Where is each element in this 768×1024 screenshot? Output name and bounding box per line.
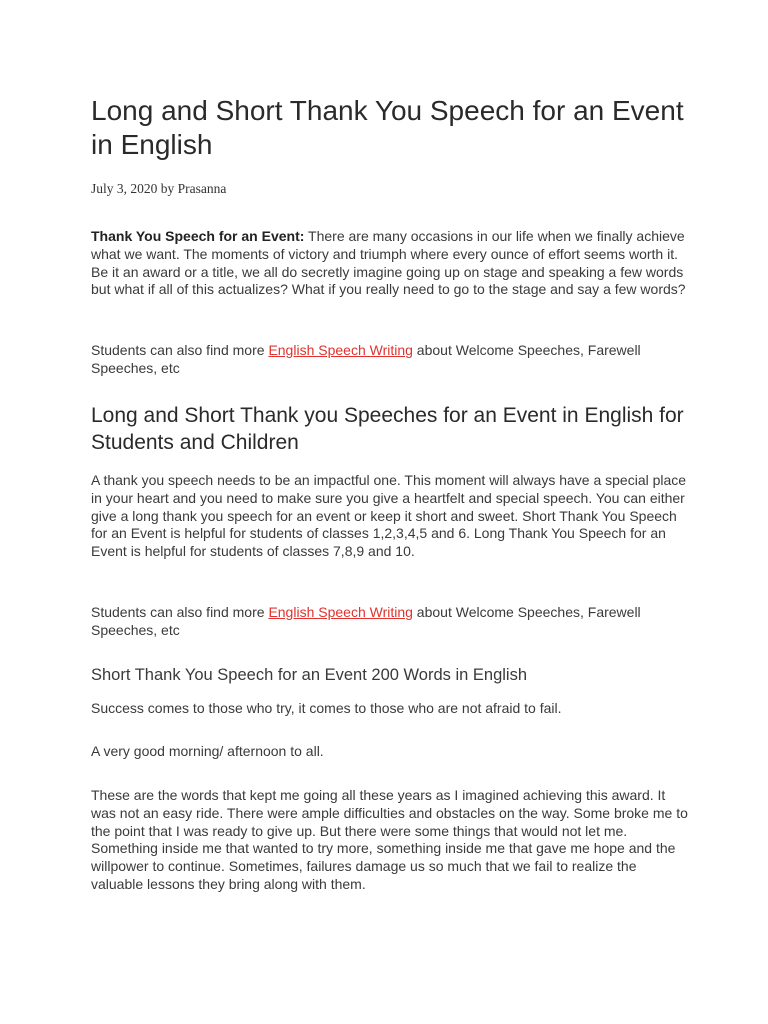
intro-lead: Thank You Speech for an Event: [91, 228, 305, 244]
post-by: by [160, 181, 175, 196]
speech-body: These are the words that kept me going all these years as I imagined achieving this award. It was not an easy ride. There were ample difficulties and obstacles on the way. Some broke me to the point that I was ready to give up. But there were some things that would not let me. Something inside me that wanted to try more, something inside me that gave me hope and the willpower to continue. Sometimes, failures damage us so much that we fail to realize the valuable lessons they bring along with them. [91, 787, 688, 892]
intro-paragraph [91, 228, 691, 299]
article-title: Long and Short Thank You Speech for an Event in English [91, 95, 684, 160]
section-paragraph: A thank you speech needs to be an impactful one. This moment will always have a special place in your heart and you need to make sure you give a heartfelt and special speech. You can either give a long thank you speech for an event or keep it short and sweet. Short Thank You Speech for an Event is helpful for students of classes 1,2,3,4,5 and 6. Long Thank You Speech for an Event is helpful for students of classes 7,8,9 and 10. [91, 472, 687, 560]
promo-paragraph-1 [91, 342, 691, 378]
english-speech-writing-link-1[interactable]: English Speech Writing [268, 342, 413, 358]
post-date: July 3, 2020 [91, 181, 158, 196]
promo-paragraph-2 [91, 604, 691, 640]
intro-text: There are many occasions in our life when we finally achieve what we want. The moments of victory and triumph where every ounce of effort seems worth it. Be it an award or a title, we all do secretly imagine going up on stage and speaking a few words but what if all of this actualizes? What if you really need to go to the stage and say a few words? [91, 228, 686, 298]
speech-line-2: A very good morning/ afternoon to all. [91, 743, 324, 759]
post-author: Prasanna [177, 181, 227, 196]
post-meta [91, 180, 226, 198]
section-heading: Long and Short Thank you Speeches for an Event in English for Students and Children [91, 404, 684, 454]
english-speech-writing-link-2[interactable]: English Speech Writing [268, 604, 413, 620]
promo-2-after: about Welcome Speeches, Farewell Speeches, etc [91, 604, 641, 638]
subheading: Short Thank You Speech for an Event 200 Words in English [91, 666, 528, 684]
speech-line-1: Success comes to those who try, it comes to those who are not afraid to fail. [91, 700, 562, 716]
promo-2-before: Students can also find more [91, 604, 269, 620]
promo-1-before: Students can also find more [91, 342, 269, 358]
promo-1-after: about Welcome Speeches, Farewell Speeches, etc [91, 342, 641, 376]
